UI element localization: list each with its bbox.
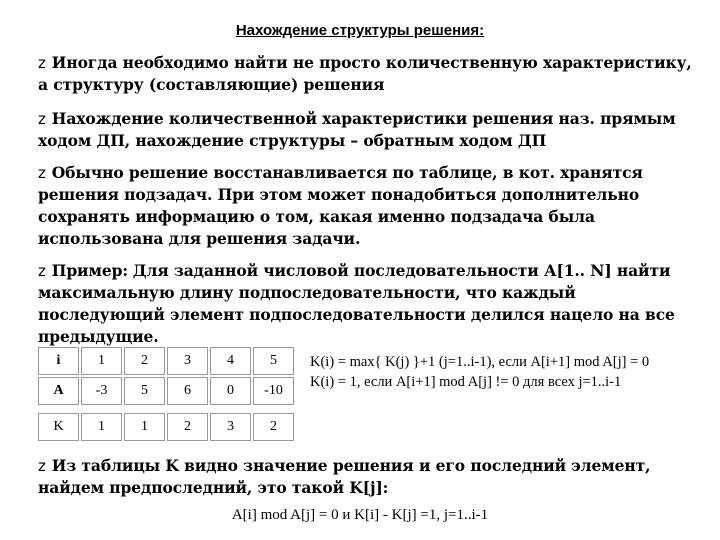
table-row-i (38, 347, 294, 375)
example-label: Пример: (51, 261, 128, 280)
bottom-formula: A[i] mod A[j] = 0 и K[i] - K[j] =1, j=1..i-1 (231, 507, 489, 523)
table-cell: -3 (81, 377, 122, 405)
table-cell: 1 (124, 413, 165, 441)
z-bullet-icon: z (38, 457, 46, 475)
z-bullet-icon: z (38, 164, 46, 182)
formula-line-1: K(i) = max{ K(j) }+1 (j=1..i-1), если A[i+1] mod A[j] = 0 (310, 354, 650, 370)
z-bullet-icon: z (38, 262, 46, 280)
paragraph-3-text: Обычно решение восстанавливается по таблице, в кот. хранятся решения подзадач. При этом может понадобиться дополнительно сохранять информацию о том, какая именно подзадача была использована для решения задачи. (38, 163, 643, 248)
table-row-k (38, 413, 294, 441)
table-i-a (36, 345, 296, 407)
table-cell: 1 (81, 413, 122, 441)
table-cell: 2 (124, 347, 165, 375)
table-cell: 1 (81, 347, 122, 375)
table-cell: 3 (210, 413, 251, 441)
table-cell: -10 (253, 377, 294, 405)
table-k (36, 411, 296, 443)
z-bullet-icon: z (38, 54, 46, 72)
table-cell: 2 (253, 413, 294, 441)
paragraph-2 (38, 108, 698, 152)
paragraph-3 (38, 162, 698, 250)
z-bullet-icon: z (38, 110, 46, 128)
slide-title: Нахождение структуры решения: (235, 22, 485, 39)
table-row-a (38, 377, 294, 405)
table-cell: 3 (167, 347, 208, 375)
formula-line-2: K(i) = 1, если A[i+1] mod A[j] != 0 для всех j=1..i-1 (310, 374, 622, 390)
table-header-i: i (38, 347, 79, 375)
table-cell: 0 (210, 377, 251, 405)
table-header-a: A (38, 377, 79, 405)
table-cell: 4 (210, 347, 251, 375)
table-cell: 5 (253, 347, 294, 375)
table-cell: 5 (124, 377, 165, 405)
paragraph-4 (38, 260, 698, 348)
table-header-k: K (38, 413, 79, 441)
table-cell: 6 (167, 377, 208, 405)
paragraph-4-text: Для заданной числовой последовательности А[1.. N] найти максимальную длину подпоследовательности, что каждый последующий элемент подпоследовательности делился нацело на все предыдущие. (38, 261, 675, 346)
paragraph-1 (38, 52, 698, 96)
paragraph-2-text: Нахождение количественной характеристики решения наз. прямым ходом ДП, нахождение структуры – обратным ходом ДП (38, 109, 676, 150)
paragraph-1-text: Иногда необходимо найти не просто количественную характеристику, а структуру (составляющие) решения (38, 53, 692, 94)
recurrence-formulas (310, 352, 649, 392)
paragraph-5 (38, 455, 698, 499)
paragraph-5-text: Из таблицы K видно значение решения и его последний элемент, найдем предпоследний, это такой K[j]: (38, 456, 651, 497)
table-cell: 2 (167, 413, 208, 441)
